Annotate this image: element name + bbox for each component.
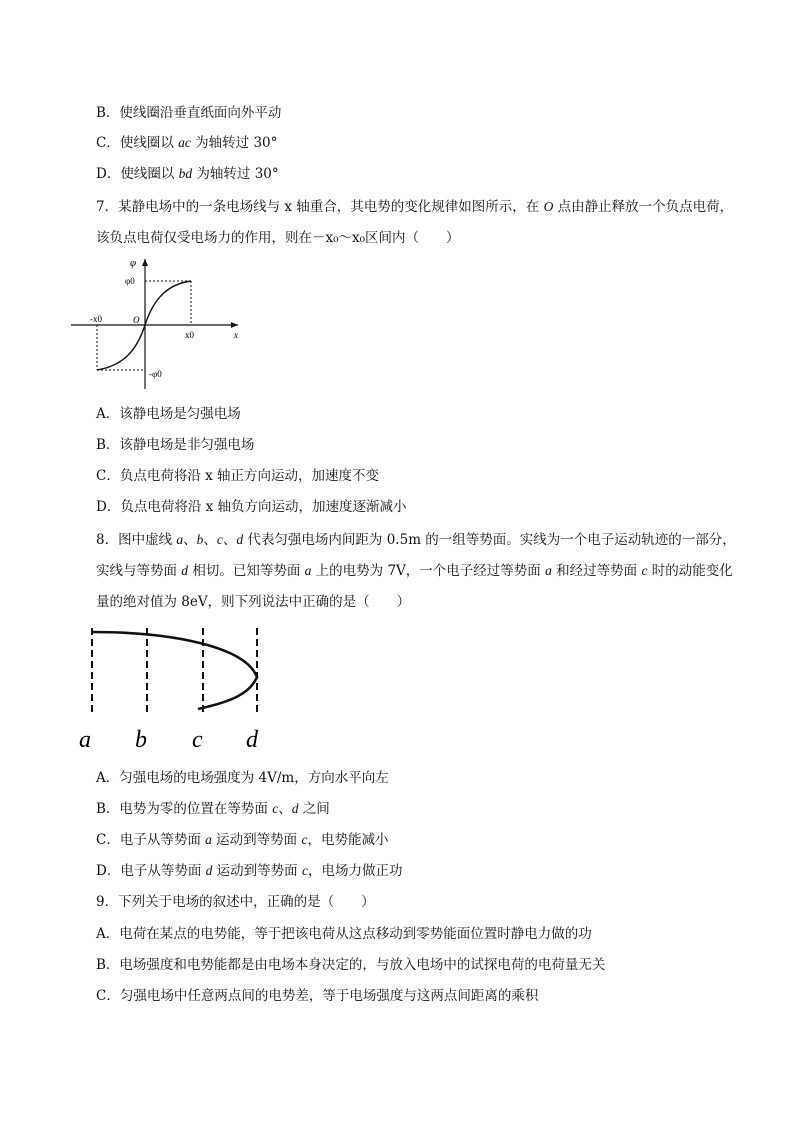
q7-stem-line2: 该负点电荷仅受电场力的作用，则在－x₀～x₀区间内（ ）: [96, 230, 460, 246]
q8-label-d: d: [246, 727, 258, 753]
q7-option-b: B．该静电场是非匀强电场: [96, 437, 255, 453]
q8-option-b: B．电势为零的位置在等势面 c、d 之间: [96, 801, 330, 817]
q7-option-a: A．该静电场是匀强电场: [96, 406, 241, 422]
q7-origin-label: O: [133, 315, 140, 325]
q7-potential-graph: [66, 253, 246, 393]
q7-neg-x0-label: -x0: [90, 314, 102, 324]
q8-stem-line1: 8．图中虚线 a、b、c、d 代表匀强电场内间距为 0.5m 的一组等势面。实线为一个电子运动轨迹的一部分，: [96, 532, 736, 548]
q7-option-d: D．负点电荷将沿 x 轴负方向运动，加速度逐渐减小: [96, 499, 407, 515]
q8-label-b: b: [135, 727, 147, 753]
q6-option-b: B．使线圈沿垂直纸面向外平动: [96, 105, 282, 121]
q7-neg-phi0-label: -φ0: [149, 369, 162, 379]
q9-option-c: C．匀强电场中任意两点间的电势差，等于电场强度与这两点间距离的乘积: [96, 988, 539, 1004]
q9-option-a: A．电荷在某点的电势能，等于把该电荷从这点移动到零势能面位置时静电力做的功: [96, 926, 592, 942]
q8-stem-line3: 量的绝对值为 8eV，则下列说法中正确的是（ ）: [96, 594, 411, 610]
q6-option-c: C．使线圈以 ac 为轴转过 30°: [96, 135, 278, 151]
q8-option-a: A．匀强电场的电场强度为 4V/m，方向水平向左: [96, 770, 389, 786]
q7-option-c: C．负点电荷将沿 x 轴正方向运动，加速度不变: [96, 468, 380, 484]
q9-stem: 9．下列关于电场的叙述中，正确的是（ ）: [96, 894, 375, 910]
q8-option-c: C．电子从等势面 a 运动到等势面 c，电势能减小: [96, 832, 389, 848]
q8-equipotential-figure: [70, 622, 290, 757]
q7-phi0-label: φ0: [125, 276, 135, 286]
q6-option-d: D．使线圈以 bd 为轴转过 30°: [96, 166, 279, 182]
q7-y-axis-label: φ: [130, 257, 137, 269]
q8-stem-line2: 实线与等势面 d 相切。已知等势面 a 上的电势为 7V，一个电子经过等势面 a 和经过等势面 c 时的动能变化: [96, 563, 733, 579]
q7-x0-label: x0: [185, 330, 194, 340]
q8-label-a: a: [79, 727, 91, 753]
q7-x-axis-label: x: [234, 330, 238, 340]
q9-option-b: B．电场强度和电势能都是由电场本身决定的，与放入电场中的试探电荷的电荷量无关: [96, 957, 606, 973]
q8-option-d: D．电子从等势面 d 运动到等势面 c，电场力做正功: [96, 863, 403, 879]
q8-label-c: c: [192, 727, 203, 753]
q7-stem-line1: 7．某静电场中的一条电场线与 x 轴重合，其电势的变化规律如图所示，在 O 点由静止释放一个负点电荷，: [96, 199, 734, 215]
